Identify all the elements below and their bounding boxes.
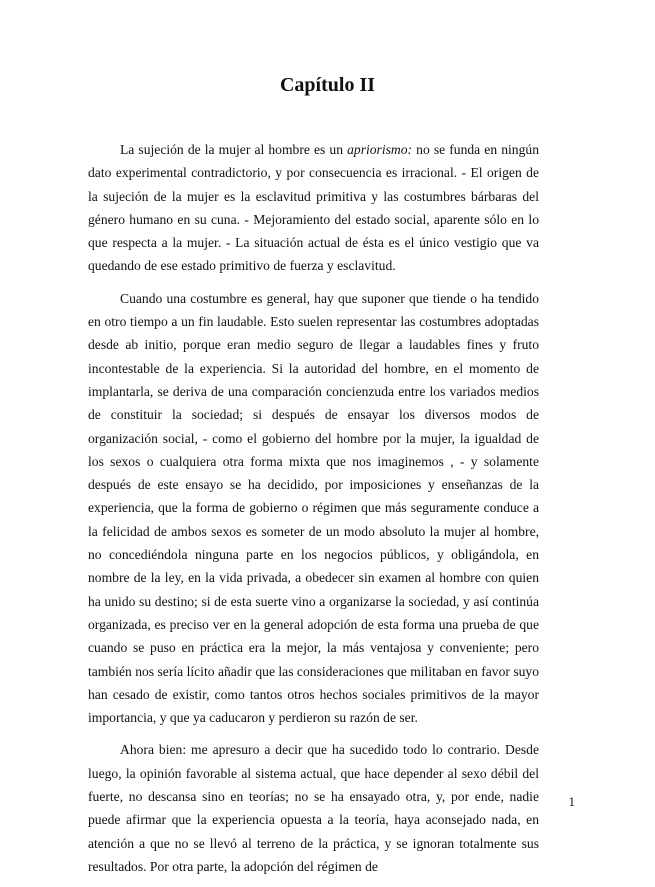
page-number: 1 [568,794,575,809]
paragraph-1-intro: La sujeción de la mujer al hombre es un [120,142,348,157]
paragraph-3: Ahora bien: me apresuro a decir que ha sucedido todo lo contrario. Desde luego, la opinión favorable al sistema actual, que hace depender al sexo débil del fuerte, no descansa sino en teorías; no se ha ensayado otra, y, por ende, nadie puede afirmar que la experiencia opuesta a la teoría, haya aconsejado nada, en atención a que no se llevó al terreno de la práctica, y se ignoran totalmente sus resultados. Por otra parte, la adopción del régimen de [88,742,539,874]
chapter-body [88,138,539,887]
paragraph-2: Cuando una costumbre es general, hay que suponer que tiende o ha tendido en otro tiempo a un fin laudable. Esto suelen representar las costumbres adoptadas desde ab initio, porque eran medio seguro de llegar a laudables fines y fruto incontestable de la experiencia. Si la autoridad del hombre, en el momento de implantarla, se deriva de una comparación concienzuda entre los variados medios de constituir la sociedad; si después de ensayar los diversos modos de organización social, - como el gobierno del hombre por la mujer, la igualdad de los sexos o cualquiera otra forma mixta que nos imaginemos , - y solamente después de este ensayo se ha decidido, por imposiciones y enseñanzas de la experiencia, que la forma de gobierno o régimen que más seguramente conduce a la felicidad de ambos sexos es someter de un modo absoluto la mujer al hombre, no concediéndola ninguna parte en los negocios públicos, y obligándola, en nombre de la ley, en la vida privada, a obedecer sin examen al hombre con quien ha unido su destino; si de esta suerte vino a organizarse la sociedad, y así continúa organizada, es preciso ver en la general adopción de esta forma una prueba de que cuando se puso en práctica era la mejor, la más ventajosa y conveniente; pero también nos sería lícito añadir que las consideraciones que militaban en favor suyo han cesado de existir, como tantos otros hechos sociales primitivos de la mayor importancia, y que ya caducaron y perdieron su razón de ser. [88,290,539,726]
chapter-title: Capítulo II [279,74,376,96]
paragraph-1 [88,138,539,278]
paragraph-1-rest: no se funda en ningún dato experimental contradictorio, y por consecuencia es irracional. - El origen de la sujeción de la mujer es la esclavitud primitiva y las costumbres bárbaras del género humano en su cuna. - Mejoramiento del estado social, aparente sólo en lo que respecta a la mujer. - La situación actual de ésta es el único vestigio que va quedando de ese estado primitivo de fuerza y esclavitud. [88,142,539,274]
paragraph-1-emphasis: apriorismo: [347,142,413,157]
